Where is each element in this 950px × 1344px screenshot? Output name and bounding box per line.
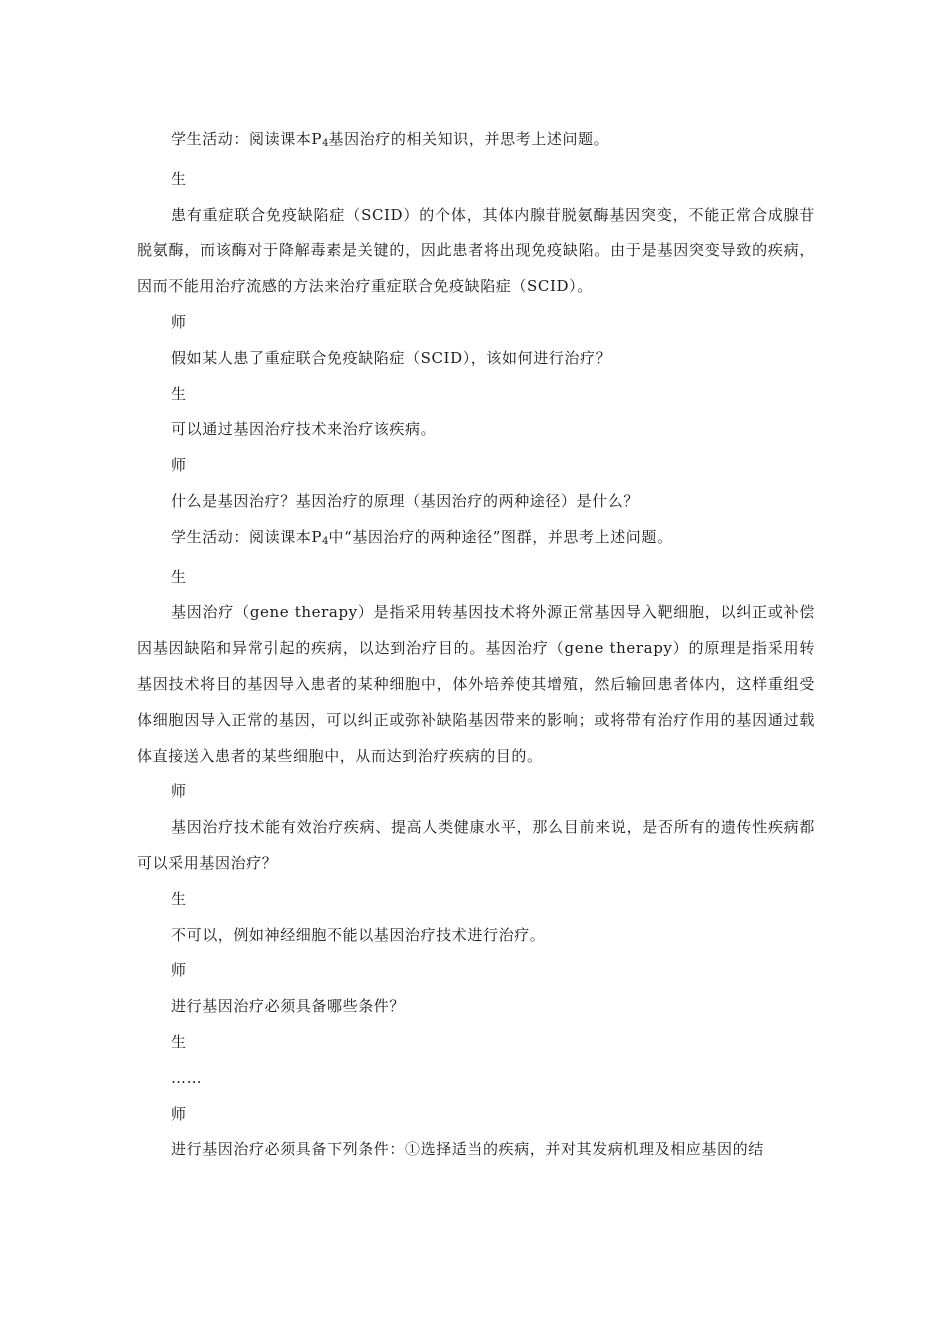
paragraph-scid-explanation: 患有重症联合免疫缺陷症（SCID）的个体，其体内腺苷脱氨酶基因突变，不能正常合成腺苷脱氨酶，而该酶对于降解毒素是关键的，因此患者将出现免疫缺陷。由于是基因突变导致的疾病，因而不能用治疗流感的方法来治疗重症联合免疫缺陷症（SCID）。 [137,205,815,296]
speaker-student: 生 [171,889,187,908]
speaker-student: 生 [171,169,187,188]
speaker-student: 生 [171,384,187,403]
speaker-teacher: 师 [171,456,187,475]
paragraph-conditions-list: 进行基因治疗必须具备下列条件：①选择适当的疾病，并对其发病机理及相应基因的结 [171,1140,764,1159]
paragraph-student-activity-2: 学生活动：阅读课本$P_4$中“基因治疗的两种途径”图群，并思考上述问题。 [171,527,673,547]
speaker-teacher: 师 [171,782,187,801]
paragraph-ellipsis: …… [171,1068,203,1087]
paragraph-student-activity-1: 学生活动：阅读课本$P_4$基因治疗的相关知识，并思考上述问题。 [171,130,610,149]
paragraph-question-all-diseases: 基因治疗技术能有效治疗疾病、提高人类健康水平，那么目前来说，是否所有的遗传性疾病都可以采用基因治疗？ [137,818,815,872]
speaker-student: 生 [171,1032,187,1051]
paragraph-question-conditions: 进行基因治疗必须具备哪些条件？ [171,997,406,1016]
paragraph-question-principle: 什么是基因治疗？基因治疗的原理（基因治疗的两种途径）是什么？ [171,491,640,510]
speaker-teacher: 师 [171,1104,187,1123]
speaker-student: 生 [171,567,187,586]
speaker-teacher: 师 [171,312,187,331]
speaker-teacher: 师 [171,961,187,980]
paragraph-answer-gene-therapy: 可以通过基因治疗技术来治疗该疾病。 [171,420,437,439]
paragraph-gene-therapy-definition: 基因治疗（gene therapy）是指采用转基因技术将外源正常基因导入靶细胞，以纠正或补偿因基因缺陷和异常引起的疾病，以达到治疗目的。基因治疗（gene therapy）的原理是指采用转基因技术将目的基因导入患者的某种细胞中，体外培养使其增殖，然后输回患者体内，这样重组受体细胞因导入正常的基因，可以纠正或弥补缺陷基因带来的影响；或将带有治疗作用的基因通过载体直接送入患者的某些细胞中，从而达到治疗疾病的目的。 [137,603,815,765]
paragraph-answer-nerve-cells: 不可以，例如神经细胞不能以基因治疗技术进行治疗。 [171,925,546,944]
paragraph-question-treatment: 假如某人患了重症联合免疫缺陷症（SCID），该如何进行治疗？ [171,348,612,367]
document-body [137,122,815,1168]
